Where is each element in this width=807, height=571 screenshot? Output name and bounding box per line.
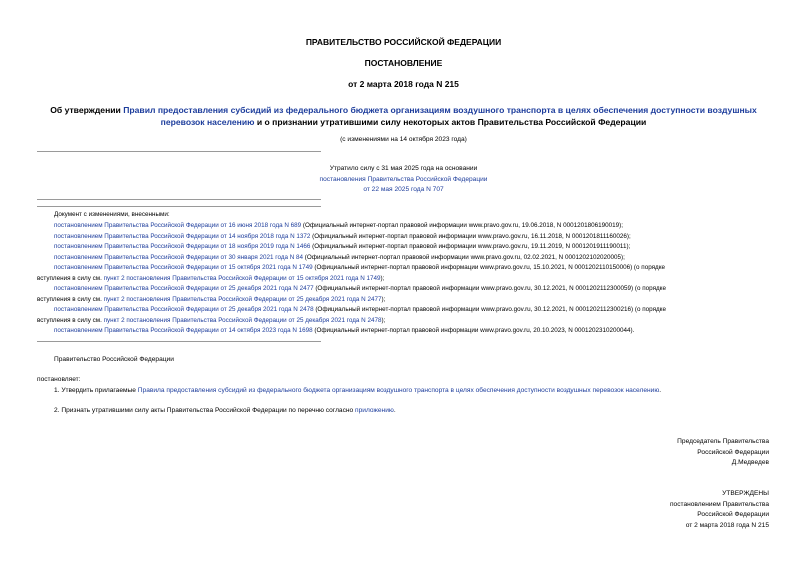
amendment-item-continuation [37, 295, 385, 305]
amendment-item [54, 242, 630, 252]
amendment-item [54, 326, 634, 336]
document-title-line2 [0, 116, 807, 128]
title-prefix: Об утверждении [50, 105, 124, 115]
paragraph-2 [54, 407, 396, 414]
amendment-entry-link[interactable]: пункт 2 постановления Правительства Российской Федерации от 25 декабря 2021 года N 2477 [103, 295, 382, 303]
amendment-link[interactable]: постановлением Правительства Российской Федерации от 25 декабря 2021 года N 2478 [54, 306, 314, 313]
amendment-item-continuation [37, 316, 385, 326]
amendment-link[interactable]: постановлением Правительства Российской Федерации от 25 декабря 2021 года N 2477 [54, 285, 314, 292]
amendment-continuation-end: ); [380, 274, 385, 282]
expired-line: Утратило силу с 31 мая 2025 года на основании [329, 165, 478, 172]
amendments-intro: Документ с изменениями, внесенными: [54, 211, 170, 218]
doc-date-number: от 2 марта 2018 года N 215 [348, 79, 459, 89]
amendment-details: (Официальный интернет-портал правовой информации www.pravo.gov.ru, 30.12.2021, N 0001202112300059) (о порядке [313, 285, 666, 292]
expired-notice [240, 164, 567, 196]
document-title [0, 104, 807, 128]
title-suffix: и о признании утратившими силу некоторых актов Правительства Российской Федерации [254, 117, 647, 127]
amendment-details: (Официальный интернет-портал правовой информации www.pravo.gov.ru, 19.11.2019, N 0001201911190011); [310, 243, 631, 250]
amendment-link[interactable]: постановлением Правительства Российской Федерации от 16 июня 2018 года N 689 [54, 222, 302, 229]
amendment-link[interactable]: постановлением Правительства Российской Федерации от 18 ноября 2019 года N 1466 [54, 243, 311, 250]
decides-text: постановляет: [37, 376, 81, 383]
divider [37, 151, 321, 152]
amendment-details: (Официальный интернет-портал правовой информации www.pravo.gov.ru, 20.10.2023, N 0001202310200044). [312, 327, 635, 334]
doc-type-heading: ПОСТАНОВЛЕНИЕ [364, 58, 443, 68]
amendment-entry-link[interactable]: пункт 2 постановления Правительства Российской Федерации от 25 декабря 2021 года N 2478 [103, 316, 382, 324]
rules-link[interactable]: Правила предоставления субсидий из федерального бюджета организациям воздушного транспорта в целях обеспечения доступности воздушных перевозок населению [137, 387, 660, 394]
org-heading: ПРАВИТЕЛЬСТВО РОССИЙСКОЙ ФЕДЕРАЦИИ [305, 37, 502, 47]
amendment-item [54, 263, 665, 273]
amendment-continuation-end: ); [381, 295, 386, 303]
paragraph-2-end: . [393, 407, 396, 414]
amendment-continuation-end: ); [381, 316, 386, 324]
amendment-item [54, 284, 666, 294]
amendment-link[interactable]: постановлением Правительства Российской Федерации от 30 января 2021 года N 84 [54, 253, 304, 261]
paragraph-1-end: . [659, 387, 662, 394]
title-rules-link-cont[interactable]: перевозок населению [160, 117, 255, 127]
approved-heading: УТВЕРЖДЕНЫ [722, 490, 769, 497]
amendment-details: (Официальный интернет-портал правовой информации www.pravo.gov.ru, 16.11.2018, N 0001201811160026); [310, 232, 631, 240]
paragraph-1-text: 1. Утвердить прилагаемые [54, 387, 138, 394]
appendix-link[interactable]: приложению [355, 407, 394, 414]
signature-block [677, 437, 769, 469]
approved-by: постановлением Правительства [669, 500, 769, 508]
document-title-line1 [0, 104, 807, 116]
approved-date: от 2 марта 2018 года N 215 [685, 521, 769, 529]
amendment-continuation-text: вступления в силу см. [37, 274, 104, 282]
amendment-details: (Официальный интернет-портал правовой информации www.pravo.gov.ru, 02.02.2021, N 0001202102020005); [303, 253, 625, 261]
signature-position: Председатель Правительства [677, 438, 769, 445]
signature-country: Российской Федерации [697, 448, 769, 456]
amendment-item [54, 232, 631, 242]
amendment-item [54, 221, 623, 231]
amendment-item [54, 305, 666, 315]
paragraph-2-text: 2. Признать утратившими силу акты Правительства Российской Федерации по перечню согласно [54, 407, 356, 414]
amendment-link[interactable]: постановлением Правительства Российской Федерации от 14 ноября 2018 года N 1372 [54, 232, 311, 240]
issuer-text: Правительство Российской Федерации [54, 356, 174, 363]
expired-link-decree[interactable]: постановления Правительства Российской Федерации [319, 175, 488, 183]
title-rules-link[interactable]: Правил предоставления субсидий из федерального бюджета организациям воздушного транспорта в целях обеспечения доступности воздушных [123, 105, 757, 115]
divider [37, 341, 321, 342]
amendment-continuation-text: вступления в силу см. [37, 295, 104, 303]
amendment-continuation-text: вступления в силу см. [37, 316, 104, 324]
paragraph-1 [54, 387, 661, 394]
expired-link-date[interactable]: от 22 мая 2025 года N 707 [363, 186, 444, 193]
amendment-details: (Официальный интернет-портал правовой информации www.pravo.gov.ru, 19.06.2018, N 0001201806190019); [301, 222, 623, 229]
amendment-item [54, 253, 625, 263]
divider [37, 206, 321, 207]
amendment-entry-link[interactable]: пункт 2 постановления Правительства Российской Федерации от 15 октября 2021 года N 1749 [103, 274, 381, 282]
amendment-link[interactable]: постановлением Правительства Российской Федерации от 15 октября 2021 года N 1749 [54, 264, 313, 271]
edition-note: (с изменениями на 14 октября 2023 года) [340, 136, 467, 143]
amendment-details: (Официальный интернет-портал правовой информации www.pravo.gov.ru, 30.12.2021, N 0001202112300216) (о порядке [313, 306, 666, 313]
amendment-link[interactable]: постановлением Правительства Российской Федерации от 14 октября 2023 года N 1698 [54, 327, 313, 334]
signature-name: Д.Медведев [731, 459, 769, 466]
approved-country: Российской Федерации [697, 511, 769, 518]
amendment-item-continuation [37, 274, 384, 284]
approved-block [670, 489, 769, 531]
amendment-details: (Официальный интернет-портал правовой информации www.pravo.gov.ru, 15.10.2021, N 0001202110150006) (о порядке [312, 264, 666, 271]
divider [37, 199, 321, 200]
